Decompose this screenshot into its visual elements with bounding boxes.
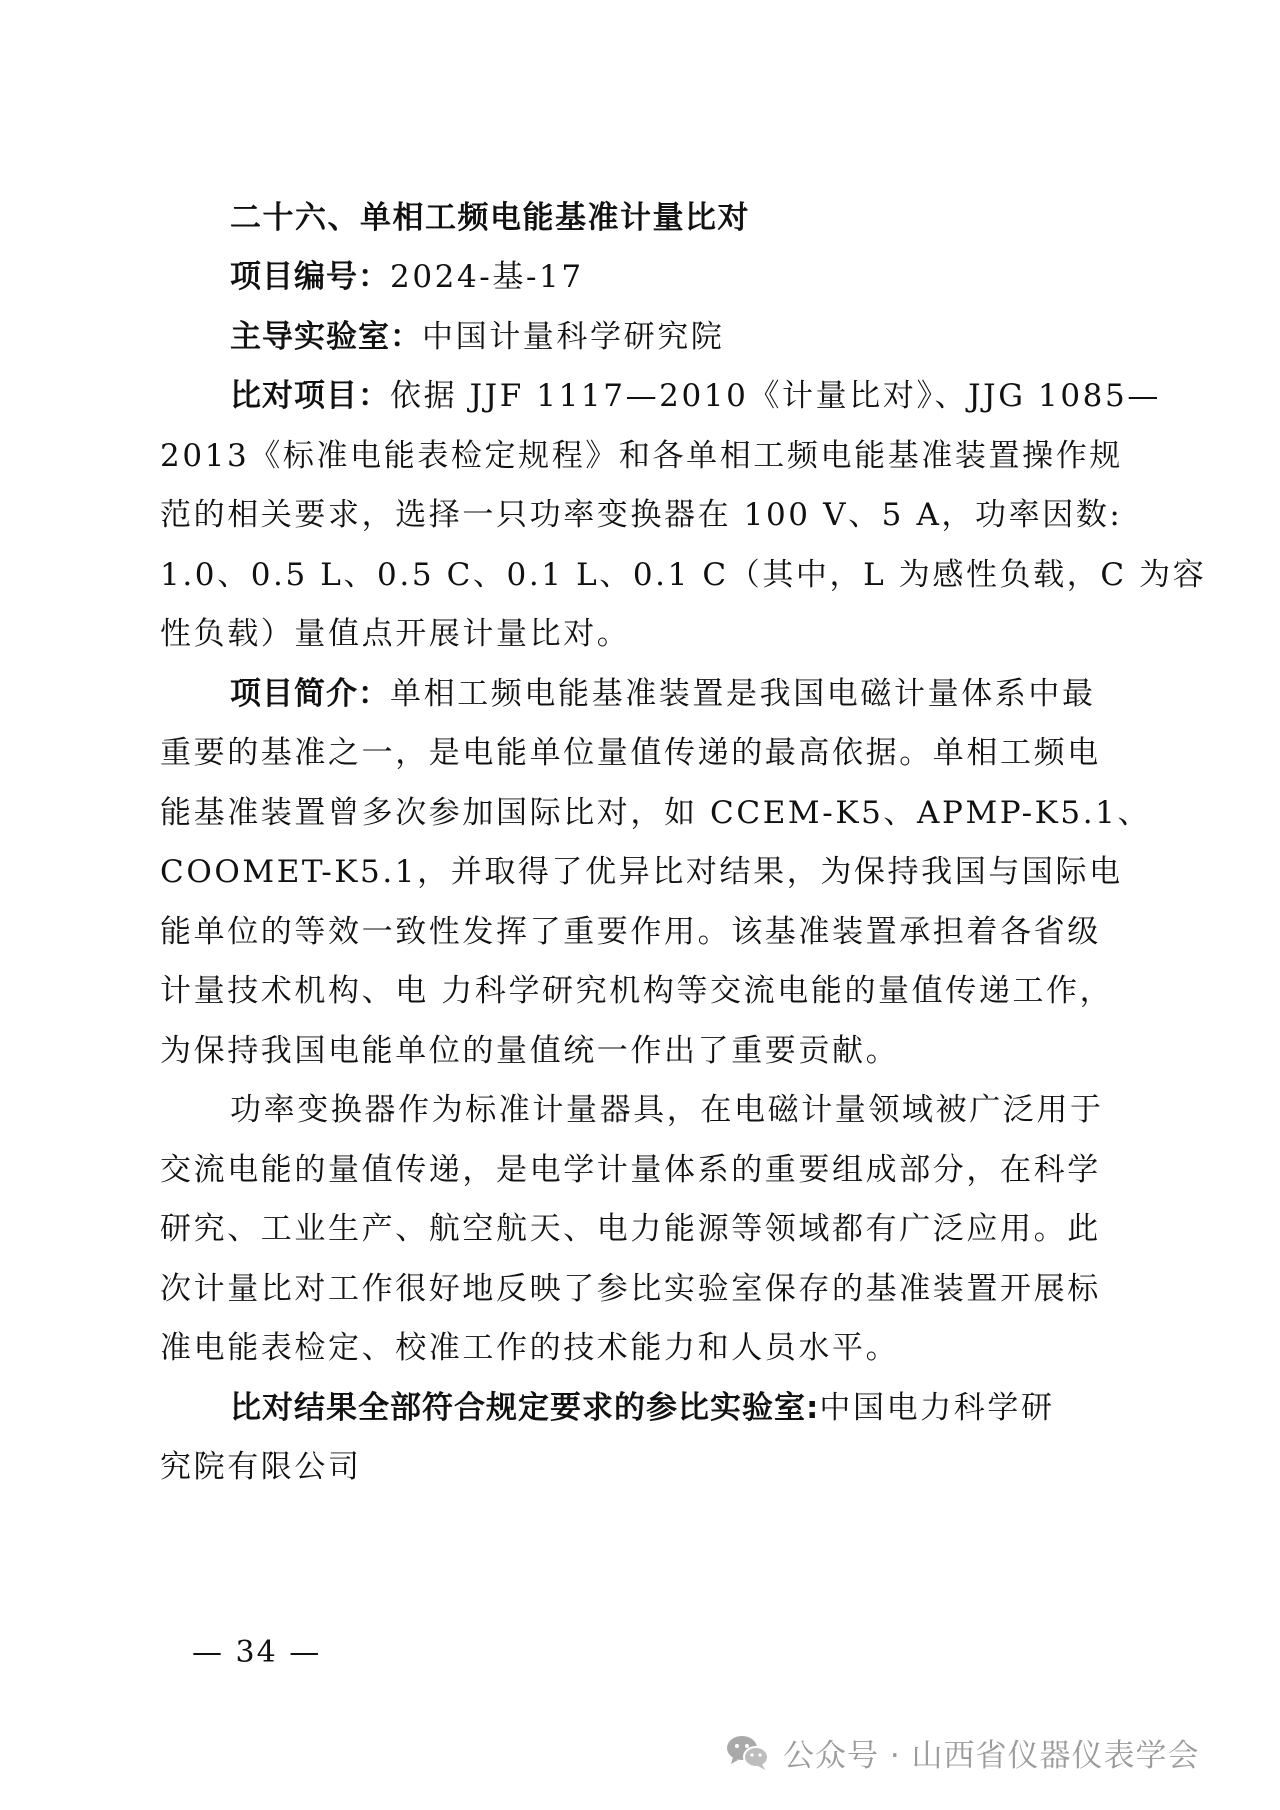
intro-line-4: COOMET-K5.1，并取得了优异比对结果，为保持我国与国际电: [160, 854, 1123, 890]
wechat-icon: [725, 1733, 771, 1773]
result-line-1: [230, 1388, 1055, 1428]
watermark-text: 公众号 · 山西省仪器仪表学会: [783, 1738, 1200, 1774]
section-heading: 二十六、单相工频电能基准计量比对: [230, 200, 750, 236]
watermark: [725, 1730, 1200, 1775]
page-number: — 34 —: [192, 1635, 322, 1670]
lead-lab-label: 主导实验室：: [230, 319, 422, 355]
result-label: 比对结果全部符合规定要求的参比实验室:: [230, 1390, 820, 1426]
intro-line-3: 能基准装置曾多次参加国际比对，如 CCEM-K5、APMP-K5.1、: [160, 795, 1152, 831]
comparison-line-3: 范的相关要求，选择一只功率变换器在 100 V、5 A，功率因数:: [160, 497, 1123, 533]
project-number-label: 项目编号：: [230, 259, 390, 295]
comparison-line-1: [230, 376, 1161, 416]
comparison-text: 依据 JJF 1117—2010《计量比对》、JJG 1085—: [390, 378, 1161, 414]
comparison-line-5: 性负载）量值点开展计量比对。: [160, 616, 631, 652]
para2-line-4: 次计量比对工作很好地反映了参比实验室保存的基准装置开展标: [160, 1271, 1101, 1307]
intro-line-7: 为保持我国电能单位的量值统一作出了重要贡献。: [160, 1033, 900, 1069]
para2-line-2: 交流电能的量值传递，是电学计量体系的重要组成部分，在科学: [160, 1152, 1101, 1188]
result-text: 中国电力科学研: [819, 1390, 1055, 1426]
intro-label: 项目简介：: [230, 676, 390, 712]
lead-lab-value: 中国计量科学研究院: [422, 319, 725, 355]
comparison-label: 比对项目：: [230, 378, 390, 414]
lead-lab: [230, 317, 724, 357]
intro-line-2: 重要的基准之一，是电能单位量值传递的最高依据。单相工频电: [160, 735, 1101, 771]
result-line-2: 究院有限公司: [160, 1449, 362, 1485]
project-number-value: 2024-基-17: [390, 259, 584, 295]
para2-line-5: 准电能表检定、校准工作的技术能力和人员水平。: [160, 1330, 900, 1366]
intro-line-5: 能单位的等效一致性发挥了重要作用。该基准装置承担着各省级: [160, 914, 1101, 950]
comparison-line-4: 1.0、0.5 L、0.5 C、0.1 L、0.1 C（其中，L 为感性负载，C 为容: [160, 557, 1207, 593]
intro-line-6: 计量技术机构、电 力科学研究机构等交流电能的量值传递工作，: [160, 973, 1114, 1009]
para2-line-3: 研究、工业生产、航空航天、电力能源等领域都有广泛应用。此: [160, 1211, 1101, 1247]
para2-line-1: 功率变换器作为标准计量器具，在电磁计量领域被广泛用于: [230, 1092, 1104, 1128]
intro-text: 单相工频电能基准装置是我国电磁计量体系中最: [390, 676, 1096, 712]
comparison-line-2: 2013《标准电能表检定规程》和各单相工频电能基准装置操作规: [160, 438, 1123, 474]
project-number: [230, 257, 584, 297]
intro-line-1: [230, 674, 1096, 714]
